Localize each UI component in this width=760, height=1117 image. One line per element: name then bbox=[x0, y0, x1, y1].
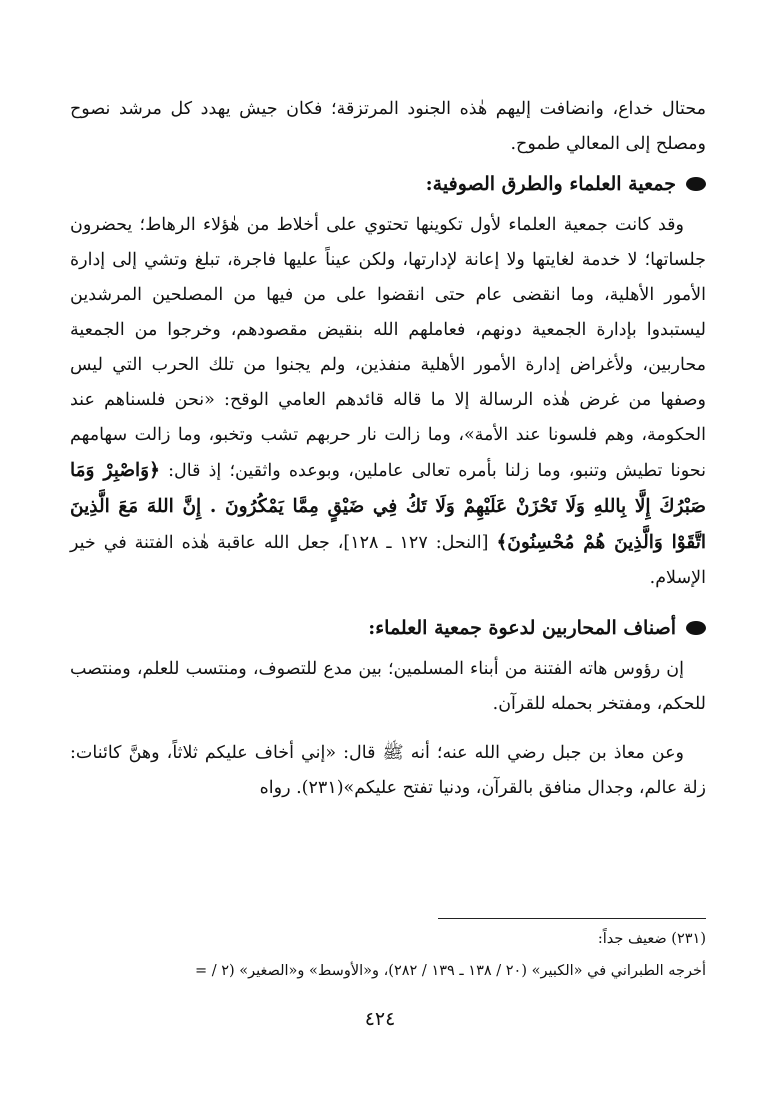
quran-verse: ﴿وَاصْبِرْ وَمَا صَبْرُكَ إِلَّا بِاللهِ وَلَا تَحْزَنْ عَلَيْهِمْ وَلَا تَكُ فِي ضَيْقٍ مِمَّا يَمْكُرُونَ . إِنَّ اللهَ مَعَ الَّذِينَ اتَّقَوْا وَالَّذِينَ هُمْ مُحْسِنُونَ﴾ bbox=[70, 460, 706, 553]
paragraph-2-citation: [النحل: ١٢٧ ـ ١٢٨]، جعل الله عاقبة هٰذه الفتنة في خير الإسلام. bbox=[70, 533, 706, 588]
footnote-1: (٢٣١) ضعيف جداً: bbox=[597, 931, 706, 947]
bullet-icon bbox=[686, 621, 706, 635]
section-heading-1 bbox=[70, 166, 706, 202]
section-heading-2 bbox=[70, 610, 706, 646]
paragraph-4: وعن معاذ بن جبل رضي الله عنه؛ أنه ﷺ قال: «إني أخاف عليكم ثلاثاً، وهنَّ كائنات: زلة عالم، وجدال منافق بالقرآن، ودنيا تفتح عليكم»(٢٣١). رواه bbox=[70, 743, 706, 798]
footnote-2: أخرجه الطبراني في «الكبير» (٢٠ / ١٣٨ ـ ١٣٩ / ٢٨٢)، و«الأوسط» و«الصغير» (٢ / = bbox=[194, 963, 706, 979]
page-body bbox=[70, 92, 706, 806]
paragraph-3: إن رؤوس هاته الفتنة من أبناء المسلمين؛ بين مدع للتصوف، ومنتسب للعلم، ومنتصب للحكم، ومفتخر بحمله للقرآن. bbox=[70, 659, 706, 714]
section-heading-2-text: أصناف المحاربين لدعوة جمعية العلماء: bbox=[368, 617, 676, 639]
footnote-divider bbox=[438, 918, 706, 919]
paragraph-2-text: وقد كانت جمعية العلماء لأول تكوينها تحتوي على أخلاط من هٰؤلاء الرهاط؛ يحضرون جلساتها؛ لا خدمة لغايتها ولا إعانة لإدارتها، ولكن عيناً عليها فاجرة، تبلغ وتشي إلى إدارة الأمور الأهلية، وما انقضى عام حتى انقضوا على من فيها من المصلحين المرشدين ليستبدوا بإدارة الجمعية دونهم، فعاملهم الله بنقيض مقصودهم، وخرجوا من الجمعية محاربين، ولأغراض إدارة الأمور الأهلية منفذين، ولم يجنوا من تلك الحرب التي ليس وصفها من غرض هٰذه الرسالة إلا ما قاله قائدهم العامي الوقح: «نحن فلسناهم عند الحكومة، وهم فلسونا عند الأمة»، وما زالت نار حربهم تشب وتخبو، وما زالت سهامهم نحونا تطيش وتنبو، وما زلنا بأمره تعالى عاملين، وبوعده واثقين؛ إذ قال: bbox=[70, 215, 706, 481]
paragraph-2 bbox=[70, 208, 706, 596]
page-number: ٤٢٤ bbox=[364, 1008, 396, 1030]
bullet-icon bbox=[686, 177, 706, 191]
section-heading-1-text: جمعية العلماء والطرق الصوفية: bbox=[425, 173, 676, 195]
paragraph-1: محتال خداع، وانضافت إليهم هٰذه الجنود المرتزقة؛ فكان جيش يهدد كل مرشد نصوح ومصلح إلى المعالي طموح. bbox=[70, 99, 706, 154]
